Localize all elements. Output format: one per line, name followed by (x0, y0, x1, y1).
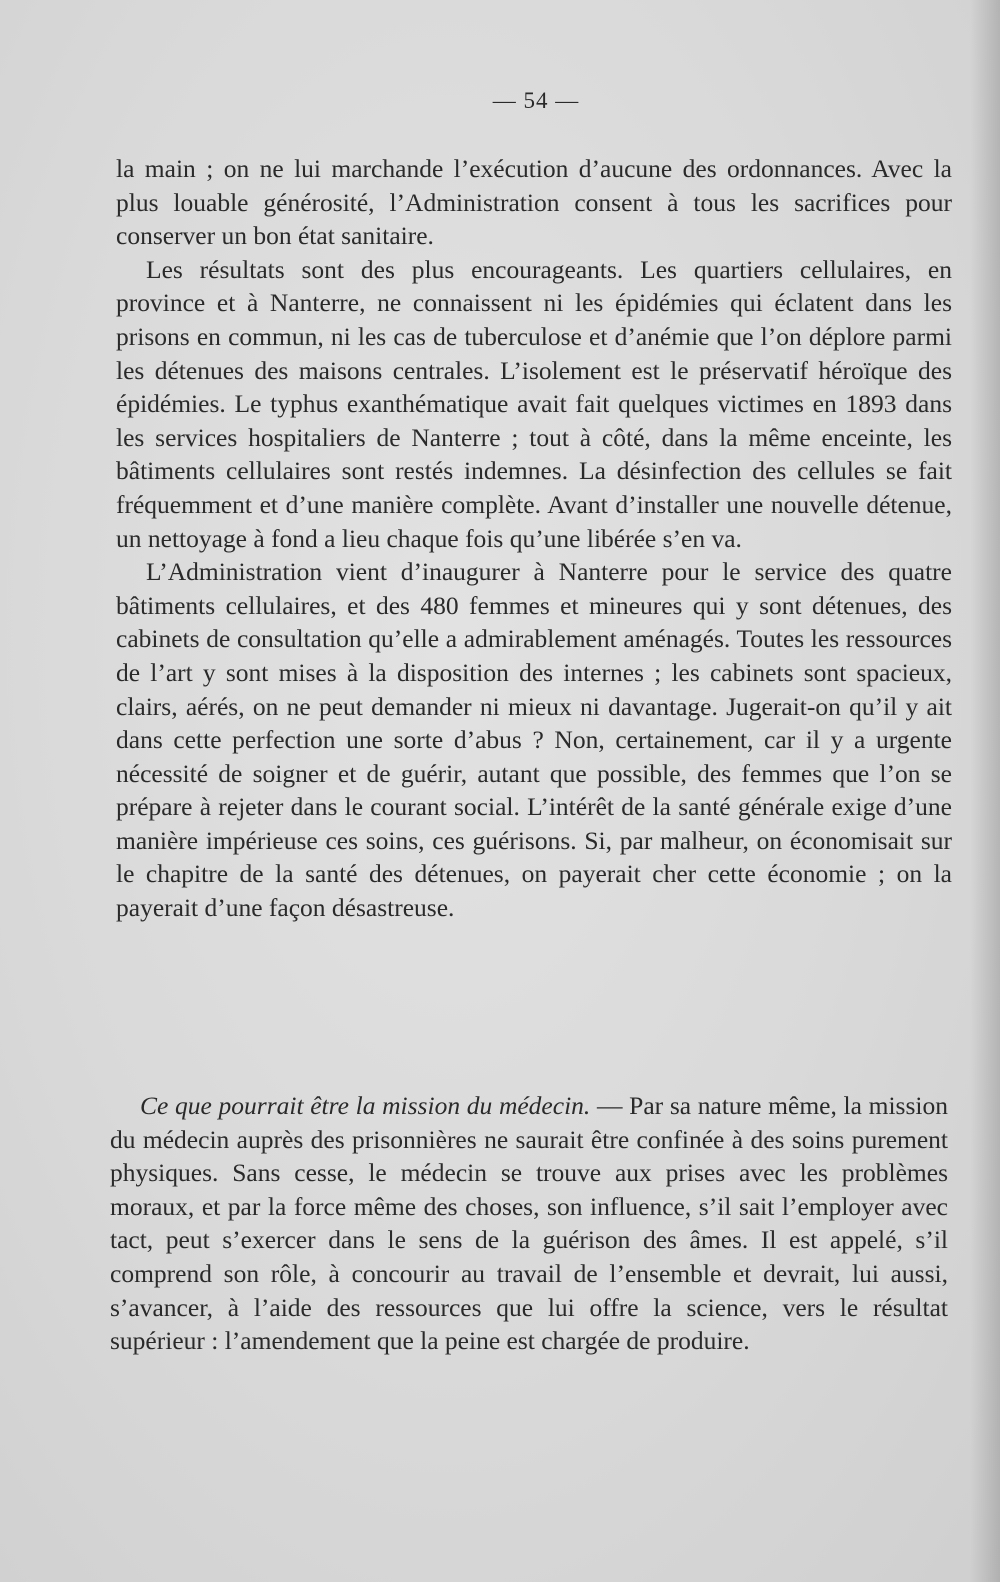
paragraph-2: Les résultats sont des plus encourageants. Les quartiers cellulaires, en province et à Nanterre, ne connaissent ni les épidémies qui éclatent dans les prisons en commun, ni les cas de tuberculose et d’anémie que l’on déplore parmi les détenues des maisons centrales. L’isolement est le préservatif héroïque des épidémies. Le typhus exanthématique avait fait quelques victimes en 1893 dans les services hospitaliers de Nanterre ; tout à côté, dans la même enceinte, les bâtiments cellulaires sont restés indemnes. La désinfection des cellules se fait fréquemment et d’une manière complète. Avant d’installer une nouvelle détenue, un nettoyage à fond a lieu chaque fois qu’une libérée s’en va. (116, 254, 952, 553)
page-number: — 54 — (492, 88, 580, 113)
paragraph-1: la main ; on ne lui marchande l’exécution d’aucune des ordonnances. Avec la plus louable générosité, l’Administration consent à tous les sacrifices pour conserver un bon état sanitaire. (116, 154, 952, 251)
section-mission (110, 1089, 948, 1358)
section-text: — Par sa nature même, la mission du médecin auprès des prisonnières ne saurait être confinée à des soins purement physiques. Sans cesse, le médecin se trouve aux prises avec les problèmes moraux, et par la force même des choses, son influence, s’il sait l’employer avec tact, peut s’exercer dans le sens de la guérison des âmes. Il est appelé, s’il comprend son rôle, à concourir au travail de l’ensemble et devrait, lui aussi, s’avancer, à l’aide des ressources que lui offre la science, vers le résultat supérieur : l’amendement que la peine est chargée de produire. (110, 1091, 948, 1356)
body-text (116, 152, 952, 925)
section-heading: Ce que pourrait être la mission du médecin. (140, 1091, 591, 1120)
paragraph-3: L’Administration vient d’inaugurer à Nanterre pour le service des quatre bâtiments cellulaires, et des 480 femmes et mineures qui y sont détenues, des cabinets de consultation qu’elle a admirablement aménagés. Toutes les ressources de l’art y sont mises à la disposition des internes ; les cabinets sont spacieux, clairs, aérés, on ne peut demander ni mieux ni davantage. Jugerait-on qu’il y ait dans cette perfection une sorte d’abus ? Non, certainement, car il y a urgente nécessité de soigner et de guérir, autant que possible, des femmes que l’on se prépare à rejeter dans le courant social. L’intérêt de la santé générale exige d’une manière impérieuse ces soins, ces guérisons. Si, par malheur, on économisait sur le chapitre de la santé des détenues, on payerait cher cette économie ; on la payerait d’une façon désastreuse. (116, 557, 952, 923)
section-paragraph (110, 1089, 948, 1358)
page-edge-shadow (970, 0, 1000, 1582)
